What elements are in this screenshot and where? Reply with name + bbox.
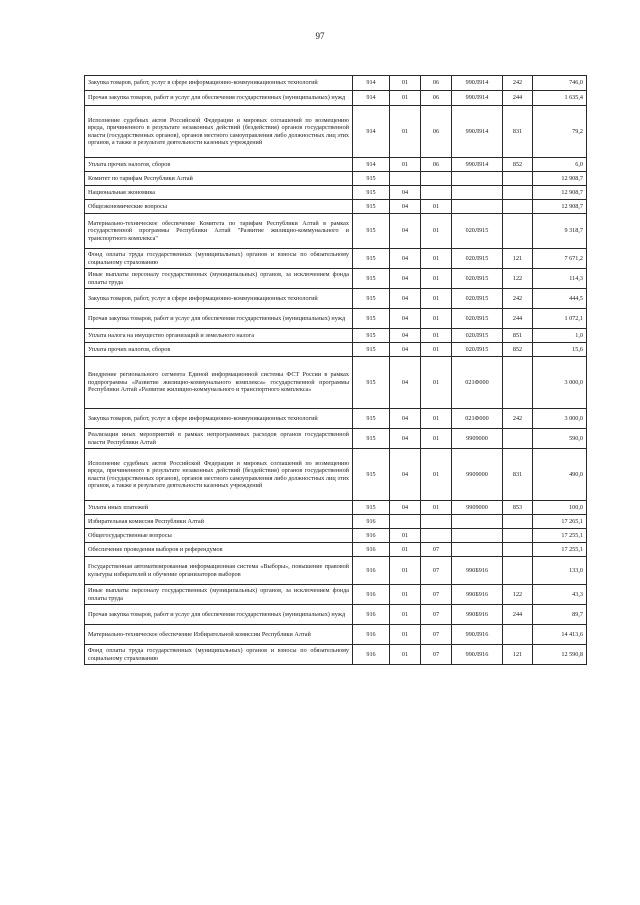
row-amount: 12 908,7 <box>533 186 587 200</box>
row-ministry-code: 915 <box>353 200 390 214</box>
page-number: 97 <box>315 31 325 41</box>
row-ministry-code: 915 <box>353 329 390 343</box>
row-section-code: 01 <box>390 585 421 605</box>
row-description: Уплата иных платежей <box>85 501 353 515</box>
row-section-code: 01 <box>390 543 421 557</box>
row-expense-type-code: 122 <box>503 269 533 289</box>
budget-table-body <box>85 76 587 665</box>
row-section-code: 04 <box>390 269 421 289</box>
row-description: Фонд оплаты труда государственных (муниципальных) органов и взносы по обязательному социальному страхованию <box>85 645 353 665</box>
row-ministry-code: 914 <box>353 91 390 106</box>
table-row <box>85 515 587 529</box>
table-row <box>85 269 587 289</box>
row-amount: 7 671,2 <box>533 249 587 269</box>
row-expense-type-code: 244 <box>503 309 533 329</box>
row-amount: 590,0 <box>533 429 587 449</box>
row-section-code <box>390 172 421 186</box>
row-expense-type-code <box>503 529 533 543</box>
row-description: Прочая закупка товаров, работ и услуг для обеспечения государственных (муниципальных) нужд <box>85 309 353 329</box>
row-section-code: 04 <box>390 200 421 214</box>
row-amount: 444,5 <box>533 289 587 309</box>
row-target-article-code: 990Б916 <box>452 605 503 625</box>
row-ministry-code: 915 <box>353 501 390 515</box>
row-expense-type-code: 853 <box>503 501 533 515</box>
row-description: Закупка товаров, работ, услуг в сфере информационно-коммуникационных технологий <box>85 289 353 309</box>
row-description: Иные выплаты персоналу государственных (муниципальных) органов, за исключением фонда оплаты труда <box>85 269 353 289</box>
row-target-article-code: 990Б916 <box>452 585 503 605</box>
row-section-code: 04 <box>390 214 421 249</box>
row-section-code: 04 <box>390 409 421 429</box>
row-target-article-code: 990Л914 <box>452 158 503 172</box>
table-row <box>85 186 587 200</box>
row-target-article-code <box>452 172 503 186</box>
row-ministry-code: 914 <box>353 76 390 91</box>
row-ministry-code: 915 <box>353 357 390 409</box>
row-section-code: 04 <box>390 186 421 200</box>
row-expense-type-code: 122 <box>503 585 533 605</box>
row-section-code: 01 <box>390 605 421 625</box>
row-expense-type-code: 242 <box>503 76 533 91</box>
row-expense-type-code <box>503 214 533 249</box>
row-description: Закупка товаров, работ, услуг в сфере информационно-коммуникационных технологий <box>85 409 353 429</box>
row-amount: 114,3 <box>533 269 587 289</box>
row-expense-type-code <box>503 557 533 585</box>
row-subsection-code <box>421 172 452 186</box>
row-ministry-code: 915 <box>353 309 390 329</box>
table-row <box>85 625 587 645</box>
row-subsection-code: 01 <box>421 357 452 409</box>
row-subsection-code: 01 <box>421 249 452 269</box>
row-ministry-code: 914 <box>353 106 390 158</box>
row-amount: 1 635,4 <box>533 91 587 106</box>
row-target-article-code: 990Л916 <box>452 645 503 665</box>
row-section-code: 04 <box>390 501 421 515</box>
row-amount: 133,0 <box>533 557 587 585</box>
row-amount: 9 318,7 <box>533 214 587 249</box>
row-expense-type-code: 831 <box>503 106 533 158</box>
row-description: Уплата налога на имущество организаций и земельного налога <box>85 329 353 343</box>
row-subsection-code: 01 <box>421 329 452 343</box>
row-subsection-code: 07 <box>421 543 452 557</box>
row-target-article-code: 020Л915 <box>452 214 503 249</box>
row-description: Внедрение регионального сегмента Единой информационной системы ФСТ России в рамках подпрограммы «Развитие жилищно-коммунального комплекса» государственной программы Республики Алтай «Развитие жилищно-коммунального и транспортного комплекса» <box>85 357 353 409</box>
row-target-article-code <box>452 543 503 557</box>
row-amount: 79,2 <box>533 106 587 158</box>
row-expense-type-code: 242 <box>503 289 533 309</box>
row-section-code: 04 <box>390 249 421 269</box>
row-expense-type-code: 851 <box>503 329 533 343</box>
row-amount: 1,0 <box>533 329 587 343</box>
row-expense-type-code <box>503 515 533 529</box>
row-description: Прочая закупка товаров, работ и услуг для обеспечения государственных (муниципальных) нужд <box>85 91 353 106</box>
row-target-article-code: 020Л915 <box>452 269 503 289</box>
row-ministry-code: 914 <box>353 158 390 172</box>
row-subsection-code: 06 <box>421 76 452 91</box>
row-target-article-code: 990Л914 <box>452 106 503 158</box>
row-subsection-code: 01 <box>421 214 452 249</box>
row-ministry-code: 916 <box>353 557 390 585</box>
table-row <box>85 249 587 269</box>
row-amount: 746,0 <box>533 76 587 91</box>
row-description: Реализация иных мероприятий в рамках непрограммных расходов органов государственной власти Республики Алтай <box>85 429 353 449</box>
row-expense-type-code: 244 <box>503 91 533 106</box>
row-description: Исполнение судебных актов Российской Федерации и мировых соглашений по возмещению вреда, причиненного в результате незаконных действий (бездействия) органов государственной власти (государственных органов), органов местного самоуправления либо должностных лиц этих органов, а также в результате деятельности казенных учреждений <box>85 449 353 501</box>
row-subsection-code: 06 <box>421 106 452 158</box>
table-row <box>85 585 587 605</box>
row-section-code: 04 <box>390 289 421 309</box>
row-description: Закупка товаров, работ, услуг в сфере информационно-коммуникационных технологий <box>85 76 353 91</box>
row-description: Фонд оплаты труда государственных (муниципальных) органов и взносы по обязательному социальному страхованию <box>85 249 353 269</box>
row-subsection-code: 01 <box>421 501 452 515</box>
table-row <box>85 158 587 172</box>
row-subsection-code: 07 <box>421 585 452 605</box>
row-target-article-code: 990Л914 <box>452 76 503 91</box>
row-ministry-code: 915 <box>353 249 390 269</box>
table-row <box>85 343 587 357</box>
table-row <box>85 214 587 249</box>
row-section-code: 01 <box>390 91 421 106</box>
row-description: Исполнение судебных актов Российской Федерации и мировых соглашений по возмещению вреда, причиненного в результате незаконных действий (бездействия) органов государственной власти (государственных органов), органов местного самоуправления либо должностных лиц этих органов, а также в результате деятельности казенных учреждений <box>85 106 353 158</box>
row-target-article-code: 020Л915 <box>452 249 503 269</box>
row-target-article-code: 021Ф000 <box>452 357 503 409</box>
row-subsection-code: 07 <box>421 605 452 625</box>
row-section-code <box>390 515 421 529</box>
row-amount: 89,7 <box>533 605 587 625</box>
row-target-article-code: 9909000 <box>452 429 503 449</box>
row-amount: 6,0 <box>533 158 587 172</box>
row-description: Иные выплаты персоналу государственных (муниципальных) органов, за исключением фонда оплаты труда <box>85 585 353 605</box>
row-description: Прочая закупка товаров, работ и услуг для обеспечения государственных (муниципальных) нужд <box>85 605 353 625</box>
row-target-article-code: 020Л915 <box>452 289 503 309</box>
row-section-code: 01 <box>390 645 421 665</box>
row-ministry-code: 915 <box>353 214 390 249</box>
row-section-code: 04 <box>390 429 421 449</box>
row-ministry-code: 915 <box>353 343 390 357</box>
row-expense-type-code: 121 <box>503 249 533 269</box>
table-row <box>85 501 587 515</box>
table-row <box>85 429 587 449</box>
row-ministry-code: 916 <box>353 645 390 665</box>
row-expense-type-code <box>503 200 533 214</box>
row-subsection-code: 01 <box>421 429 452 449</box>
row-subsection-code: 07 <box>421 557 452 585</box>
table-row <box>85 645 587 665</box>
row-target-article-code <box>452 200 503 214</box>
row-description: Уплата прочих налогов, сборов <box>85 343 353 357</box>
row-ministry-code: 916 <box>353 515 390 529</box>
row-amount: 15,6 <box>533 343 587 357</box>
row-amount: 17 265,1 <box>533 515 587 529</box>
row-target-article-code: 990Л916 <box>452 625 503 645</box>
row-ministry-code: 915 <box>353 186 390 200</box>
row-section-code: 04 <box>390 343 421 357</box>
row-section-code: 04 <box>390 357 421 409</box>
row-subsection-code: 07 <box>421 625 452 645</box>
row-subsection-code: 01 <box>421 269 452 289</box>
row-subsection-code: 01 <box>421 449 452 501</box>
table-row <box>85 409 587 429</box>
row-subsection-code <box>421 529 452 543</box>
row-amount: 17 255,1 <box>533 529 587 543</box>
table-row <box>85 289 587 309</box>
row-expense-type-code: 852 <box>503 343 533 357</box>
row-description: Национальная экономика <box>85 186 353 200</box>
row-subsection-code: 01 <box>421 309 452 329</box>
row-subsection-code: 07 <box>421 645 452 665</box>
row-subsection-code: 01 <box>421 289 452 309</box>
row-subsection-code: 06 <box>421 158 452 172</box>
row-expense-type-code <box>503 625 533 645</box>
table-row <box>85 76 587 91</box>
row-amount: 12 908,7 <box>533 200 587 214</box>
row-expense-type-code: 242 <box>503 409 533 429</box>
row-section-code: 01 <box>390 625 421 645</box>
row-description: Общеэкономические вопросы <box>85 200 353 214</box>
row-amount: 43,3 <box>533 585 587 605</box>
row-section-code: 04 <box>390 449 421 501</box>
row-ministry-code: 915 <box>353 289 390 309</box>
table-row <box>85 543 587 557</box>
row-amount: 12 590,8 <box>533 645 587 665</box>
row-ministry-code: 915 <box>353 429 390 449</box>
table-row <box>85 309 587 329</box>
row-ministry-code: 915 <box>353 449 390 501</box>
table-row <box>85 200 587 214</box>
row-expense-type-code <box>503 543 533 557</box>
row-ministry-code: 916 <box>353 529 390 543</box>
row-expense-type-code: 244 <box>503 605 533 625</box>
row-amount: 14 413,6 <box>533 625 587 645</box>
row-description: Уплата прочих налогов, сборов <box>85 158 353 172</box>
row-subsection-code <box>421 186 452 200</box>
row-amount: 490,0 <box>533 449 587 501</box>
table-row <box>85 605 587 625</box>
row-description: Общегосударственные вопросы <box>85 529 353 543</box>
table-row <box>85 172 587 186</box>
row-subsection-code: 06 <box>421 91 452 106</box>
row-target-article-code: 020Л915 <box>452 329 503 343</box>
row-target-article-code: 020Л915 <box>452 309 503 329</box>
row-section-code: 01 <box>390 529 421 543</box>
row-amount: 100,0 <box>533 501 587 515</box>
row-section-code: 04 <box>390 309 421 329</box>
row-target-article-code: 021Ф000 <box>452 409 503 429</box>
row-expense-type-code: 831 <box>503 449 533 501</box>
row-amount: 3 000,0 <box>533 409 587 429</box>
row-expense-type-code <box>503 357 533 409</box>
table-row <box>85 106 587 158</box>
row-section-code: 04 <box>390 329 421 343</box>
row-section-code: 01 <box>390 557 421 585</box>
row-ministry-code: 916 <box>353 605 390 625</box>
row-description: Государственная автоматизированная информационная система «Выборы», повышение правовой культуры избирателей и обучение организаторов выборов <box>85 557 353 585</box>
table-row <box>85 357 587 409</box>
row-expense-type-code <box>503 186 533 200</box>
row-description: Материально-техническое обеспечение Избирательной комиссии Республики Алтай <box>85 625 353 645</box>
row-subsection-code: 01 <box>421 200 452 214</box>
row-description: Материально-техническое обеспечение Комитета по тарифам Республики Алтай в рамках государственной программы Республики Алтай "Развитие жилищно-коммунального и транспортного комплекса" <box>85 214 353 249</box>
row-ministry-code: 915 <box>353 269 390 289</box>
row-target-article-code: 990Л914 <box>452 91 503 106</box>
table-row <box>85 449 587 501</box>
row-ministry-code: 916 <box>353 543 390 557</box>
row-section-code: 01 <box>390 106 421 158</box>
row-ministry-code: 915 <box>353 172 390 186</box>
row-description: Обеспечение проведения выборов и референдумов <box>85 543 353 557</box>
row-target-article-code: 9909000 <box>452 449 503 501</box>
row-ministry-code: 915 <box>353 409 390 429</box>
row-expense-type-code <box>503 172 533 186</box>
row-target-article-code <box>452 186 503 200</box>
row-description: Избирательная комиссия Республики Алтай <box>85 515 353 529</box>
table-row <box>85 329 587 343</box>
row-target-article-code: 020Л915 <box>452 343 503 357</box>
row-expense-type-code <box>503 429 533 449</box>
row-ministry-code: 916 <box>353 585 390 605</box>
row-target-article-code <box>452 529 503 543</box>
row-expense-type-code: 121 <box>503 645 533 665</box>
row-expense-type-code: 852 <box>503 158 533 172</box>
row-description: Комитет по тарифам Республики Алтай <box>85 172 353 186</box>
table-row <box>85 557 587 585</box>
row-target-article-code: 9909000 <box>452 501 503 515</box>
row-subsection-code <box>421 515 452 529</box>
row-section-code: 01 <box>390 158 421 172</box>
row-subsection-code: 01 <box>421 409 452 429</box>
row-amount: 3 000,0 <box>533 357 587 409</box>
table-row <box>85 529 587 543</box>
row-target-article-code: 990Б916 <box>452 557 503 585</box>
budget-table <box>84 75 587 665</box>
row-subsection-code: 01 <box>421 343 452 357</box>
row-target-article-code <box>452 515 503 529</box>
row-amount: 17 255,1 <box>533 543 587 557</box>
row-ministry-code: 916 <box>353 625 390 645</box>
row-amount: 1 072,1 <box>533 309 587 329</box>
table-row <box>85 91 587 106</box>
row-section-code: 01 <box>390 76 421 91</box>
row-amount: 12 908,7 <box>533 172 587 186</box>
